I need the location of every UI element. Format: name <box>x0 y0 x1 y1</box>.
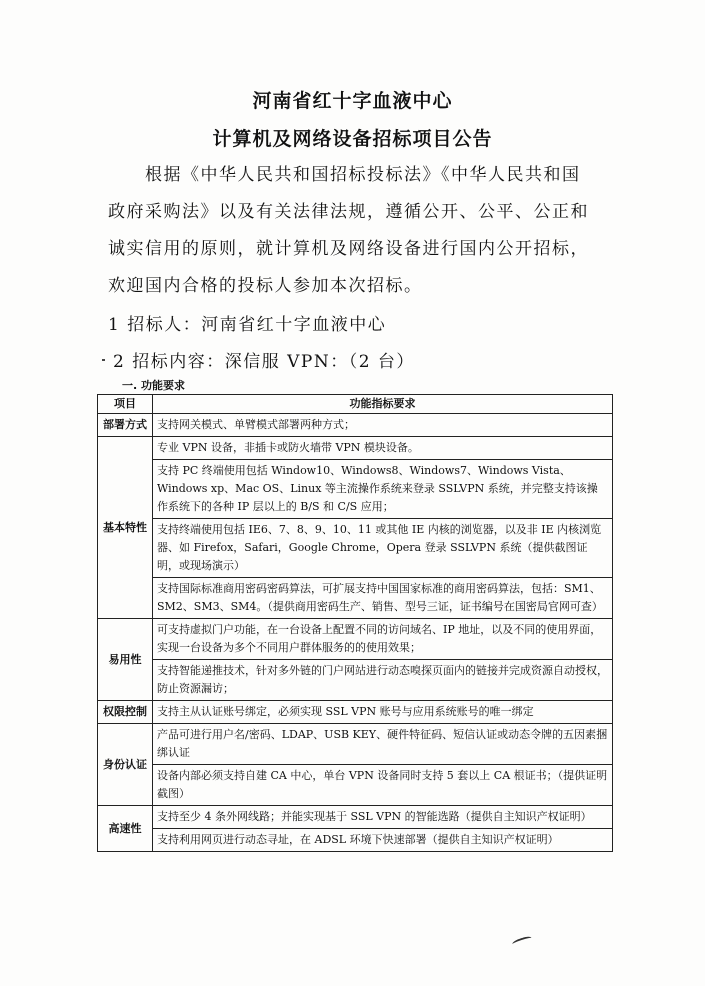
row-requirement: 产品可进行用户名/密码、LDAP、USB KEY、硬件特征码、短信认证或动态令牌的五因素捆绑认证 <box>153 724 613 765</box>
intro-line-3: 诚实信用的原则，就计算机及网络设备进行国内公开招标， <box>108 239 589 259</box>
table-row <box>98 460 613 519</box>
table-row <box>98 437 613 460</box>
table-row <box>98 829 613 852</box>
row-category: 基本特性 <box>98 437 153 619</box>
section-heading: 一. 功能要求 <box>122 379 186 392</box>
row-requirement: 支持 PC 终端使用包括 Window10、Windows8、Windows7、Windows Vista、Windows xp、Mac OS、Linux 等主流操作系统来登录 SSLVPN 系统，并完整支持该操作系统下的各种 IP 层以上的 B/S 和 C/S 应用； <box>153 460 613 519</box>
tender-content-line: 2 招标内容：深信服 VPN：（2 台） <box>113 352 415 372</box>
intro-line-2: 政府采购法》以及有关法律法规，遵循公开、公平、公正和 <box>108 202 589 222</box>
document-title: 河南省红十字血液中心 <box>252 90 453 112</box>
row-requirement: 专业 VPN 设备，非插卡或防火墙带 VPN 模块设备。 <box>153 437 613 460</box>
table-row <box>98 660 613 701</box>
row-requirement: 可支持虚拟门户功能，在一台设备上配置不同的访问域名、IP 地址，以及不同的使用界面，实现一台设备为多个不同用户群体服务的的使用效果； <box>153 619 613 660</box>
row-requirement: 支持智能递推技术，针对多外链的门户网站进行动态嗅探页面内的链接并完成资源自动授权，防止资源漏访； <box>153 660 613 701</box>
intro-line-1: 根据《中华人民共和国招标投标法》《中华人民共和国 <box>145 165 581 185</box>
row-requirement: 支持至少 4 条外网线路；并能实现基于 SSL VPN 的智能选路（提供自主知识产权证明） <box>153 806 613 829</box>
pen-mark <box>512 935 533 947</box>
row-requirement: 支持终端使用包括 IE6、7、8、9、10、11 或其他 IE 内核的浏览器，以及非 IE 内核浏览器、如 Firefox，Safari，Google Chrome，Opera 登录 SSLVPN 系统（提供截图证明，或现场演示） <box>153 519 613 578</box>
row-requirement: 支持网关模式、单臂模式部署两种方式； <box>153 414 613 437</box>
table-row <box>98 519 613 578</box>
row-category: 身份认证 <box>98 724 153 806</box>
table-row <box>98 806 613 829</box>
row-requirement: 支持主从认证账号绑定，必须实现 SSL VPN 账号与应用系统账号的唯一绑定 <box>153 701 613 724</box>
table-row <box>98 578 613 619</box>
table-row <box>98 765 613 806</box>
document-subtitle: 计算机及网络设备招标项目公告 <box>212 128 493 150</box>
header-requirements: 功能指标要求 <box>153 395 613 414</box>
row-requirement: 支持利用网页进行动态寻址，在 ADSL 环境下快速部署（提供自主知识产权证明） <box>153 829 613 852</box>
header-item: 项目 <box>98 395 153 414</box>
ink-dot <box>102 359 105 361</box>
table-row <box>98 619 613 660</box>
tenderer-line: 1 招标人：河南省红十字血液中心 <box>108 315 387 335</box>
row-category: 高速性 <box>98 806 153 852</box>
row-category: 权限控制 <box>98 701 153 724</box>
table-row <box>98 414 613 437</box>
row-category: 部署方式 <box>98 414 153 437</box>
row-category: 易用性 <box>98 619 153 701</box>
table-row <box>98 724 613 765</box>
requirements-table <box>97 394 613 852</box>
table-row <box>98 701 613 724</box>
intro-line-4: 欢迎国内合格的投标人参加本次招标。 <box>108 276 423 296</box>
row-requirement: 设备内部必须支持自建 CA 中心，单台 VPN 设备同时支持 5 套以上 CA 根证书；（提供证明截图） <box>153 765 613 806</box>
table-header-row <box>98 395 613 414</box>
row-requirement: 支持国际标准商用密码密码算法，可扩展支持中国国家标准的商用密码算法，包括：SM1、SM2、SM3、SM4。（提供商用密码生产、销售、型号三证，证书编号在国密局官网可查） <box>153 578 613 619</box>
